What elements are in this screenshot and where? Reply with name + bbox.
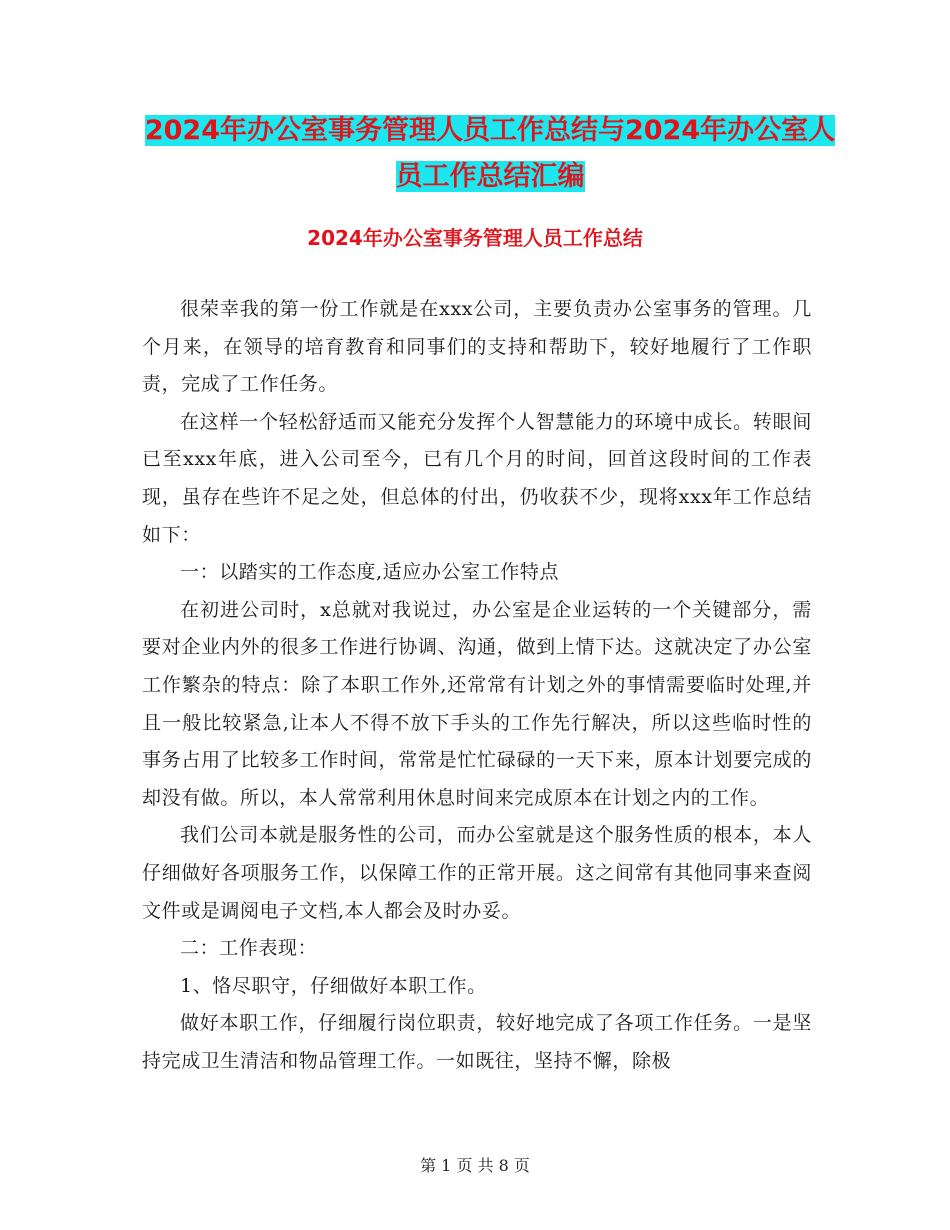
document-title [140,108,840,200]
section-heading: 一：以踏实的工作态度,适应办公室工作特点 [180,561,560,584]
section-heading: 二：工作表现： [180,937,318,960]
paragraph: 做好本职工作，仔细履行岗位职责，较好地完成了各项工作任务。一是坚持完成卫生清洁和物品管理工作。一如既往，坚持不懈，除极 [142,1012,812,1072]
paragraph: 在这样一个轻松舒适而又能充分发挥个人智慧能力的环境中成长。转眼间已至xxx年底，进入公司至今，已有几个月的时间，回首这段时间的工作表现，虽存在些许不足之处，但总体的付出，仍收获不少，现将xxx年工作总结如下： [142,410,812,546]
paragraph: 很荣幸我的第一份工作就是在xxx公司，主要负责办公室事务的管理。几个月来，在领导的培育教育和同事们的支持和帮助下，较好地履行了工作职责，完成了工作任务。 [142,298,812,396]
section-title: 2024年办公室事务管理人员工作总结 [307,226,643,250]
page-footer: 第 1 页 共 8 页 [420,1156,530,1175]
list-item: 1、恪尽职守，仔细做好本职工作。 [180,974,487,997]
paragraph: 我们公司本就是服务性的公司，而办公室就是这个服务性质的根本，本人仔细做好各项服务工作，以保障工作的正常开展。这之间常有其他同事来查阅文件或是调阅电子文档,本人都会及时办妥。 [142,824,812,922]
document-title-text: 2024年办公室事务管理人员工作总结与2024年办公室人员工作总结汇编 [144,115,836,192]
paragraph: 在初进公司时，x总就对我说过，办公室是企业运转的一个关键部分，需要对企业内外的很多工作进行协调、沟通，做到上情下达。这就决定了办公室工作繁杂的特点：除了本职工作外,还常常有计划之外的事情需要临时处理,并且一般比较紧急,让本人不得不放下手头的工作先行解决，所以这些临时性的事务占用了比较多工作时间，常常是忙忙碌碌的一天下来，原本计划要完成的却没有做。所以，本人常常利用休息时间来完成原本在计划之内的工作。 [142,598,812,809]
document-body [142,291,812,1080]
